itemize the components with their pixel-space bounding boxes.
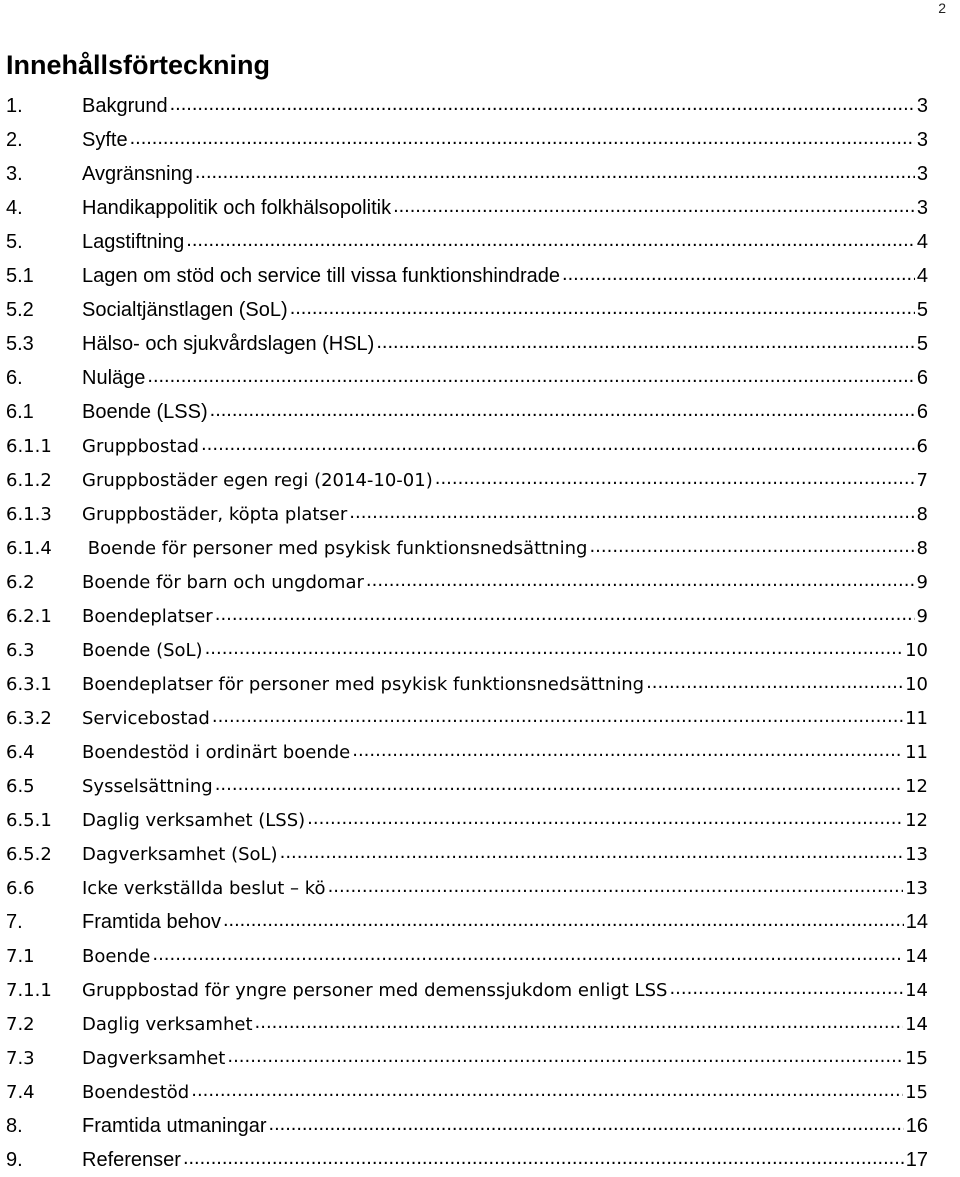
toc-entry[interactable]	[6, 735, 928, 769]
toc-entry[interactable]	[6, 191, 928, 225]
toc-entry-number: 7.1	[6, 945, 35, 967]
toc-entry-label[interactable]: Boendeplatser	[82, 605, 213, 627]
toc-dot-leader	[227, 1041, 903, 1075]
toc-entry-page[interactable]: 7	[916, 469, 928, 491]
toc-entry-number: 6.5.2	[6, 843, 52, 865]
toc-entry-label[interactable]: Lagen om stöd och service till vissa funktionshindrade	[82, 264, 561, 287]
toc-entry[interactable]	[6, 599, 928, 633]
toc-entry-number: 6.	[6, 366, 23, 389]
toc-entry[interactable]	[6, 803, 928, 837]
toc-entry-page[interactable]: 4	[916, 230, 928, 253]
toc-entry[interactable]	[6, 939, 928, 973]
toc-entry-page[interactable]: 6	[916, 366, 928, 389]
toc-dot-leader	[201, 429, 915, 463]
toc-entry-page[interactable]: 8	[916, 503, 928, 525]
toc-entry-label[interactable]: Boende för personer med psykisk funktionsnedsättning	[82, 537, 588, 559]
toc-entry[interactable]	[6, 327, 928, 361]
toc-entry-label[interactable]: Gruppbostad	[82, 435, 199, 457]
toc-entry-page[interactable]: 3	[916, 128, 928, 151]
toc-entry-label[interactable]: Gruppbostad för yngre personer med demenssjukdom enligt LSS	[82, 979, 668, 1001]
toc-entry-label[interactable]: Socialtjänstlagen (SoL)	[82, 298, 288, 321]
toc-entry-number: 6.1.2	[6, 469, 52, 491]
toc-entry-number: 4.	[6, 196, 23, 219]
toc-entry[interactable]	[6, 293, 928, 327]
toc-entry-number: 6.1.4	[6, 537, 52, 559]
toc-entry-page[interactable]: 14	[905, 979, 928, 1001]
toc-dot-leader	[307, 803, 903, 837]
toc-dot-leader	[589, 531, 914, 565]
toc-entry-page[interactable]: 14	[905, 1013, 928, 1035]
toc-entry-number: 6.1	[6, 400, 34, 423]
toc-entry-number: 7.4	[6, 1081, 35, 1103]
toc-entry[interactable]	[6, 667, 928, 701]
toc-entry-label[interactable]: Servicebostad	[82, 707, 210, 729]
toc-dot-leader	[215, 769, 903, 803]
toc-dot-leader	[223, 905, 904, 939]
toc-entry-page[interactable]: 6	[916, 400, 928, 423]
toc-entry[interactable]	[6, 871, 928, 905]
toc-entry-page[interactable]: 14	[905, 910, 928, 933]
toc-dot-leader	[669, 973, 903, 1007]
toc-dot-leader	[205, 633, 904, 667]
toc-entry[interactable]	[6, 633, 928, 667]
toc-dot-leader	[210, 395, 915, 429]
toc-entry-label[interactable]: Gruppbostäder, köpta platser	[82, 503, 348, 525]
toc-entry[interactable]	[6, 89, 928, 123]
toc-entry-number: 5.2	[6, 298, 34, 321]
toc-entry-page[interactable]: 17	[905, 1148, 928, 1171]
page-number: 2	[938, 0, 946, 16]
toc-dot-leader	[191, 1075, 903, 1109]
toc-entry-label[interactable]: Framtida utmaningar	[82, 1114, 267, 1137]
toc-entry-label[interactable]: Sysselsättning	[82, 775, 213, 797]
toc-dot-leader	[130, 123, 915, 157]
toc-entry[interactable]	[6, 701, 928, 735]
toc-entry[interactable]	[6, 565, 928, 599]
toc-entry-page[interactable]: 5	[916, 332, 928, 355]
toc-entry-number: 6.1.1	[6, 435, 52, 457]
toc-entry[interactable]	[6, 259, 928, 293]
toc-entry-number: 3.	[6, 162, 23, 185]
toc-entry-page[interactable]: 4	[916, 264, 928, 287]
toc-dot-leader	[255, 1007, 904, 1041]
toc-entry-label[interactable]: Dagverksamhet (SoL)	[82, 843, 278, 865]
toc-dot-leader	[352, 735, 903, 769]
toc-dot-leader	[376, 327, 915, 361]
toc-entry[interactable]	[6, 531, 928, 565]
toc-entry-number: 6.6	[6, 877, 35, 899]
toc-entry-label[interactable]: Boendestöd i ordinärt boende	[82, 741, 351, 763]
toc-entry[interactable]	[6, 395, 928, 429]
toc-entry[interactable]	[6, 1109, 928, 1143]
toc-entry-label[interactable]: Syfte	[82, 128, 128, 151]
toc-entry-page[interactable]: 8	[916, 537, 928, 559]
toc-dot-leader	[212, 701, 903, 735]
toc-entry-label[interactable]: Boende (SoL)	[82, 639, 203, 661]
toc-entry-label[interactable]: Boende för barn och ungdomar	[82, 571, 364, 593]
toc-dot-leader	[290, 293, 915, 327]
toc-entry[interactable]	[6, 463, 928, 497]
toc-entry-label[interactable]: Boende	[82, 945, 151, 967]
toc-dot-leader	[170, 89, 915, 123]
toc-entry-label[interactable]: Boende (LSS)	[82, 400, 208, 423]
toc-entry[interactable]	[6, 497, 928, 531]
toc-entry-page[interactable]: 13	[905, 877, 928, 899]
toc-entry-number: 7.1.1	[6, 979, 52, 1001]
toc-entry[interactable]	[6, 973, 928, 1007]
toc-entry-label[interactable]: Lagstiftning	[82, 230, 185, 253]
toc-list	[6, 89, 928, 1177]
toc-entry[interactable]	[6, 429, 928, 463]
toc-entry-label[interactable]: Boendestöd	[82, 1081, 190, 1103]
toc-entry-label[interactable]: Bakgrund	[82, 94, 168, 117]
toc-dot-leader	[393, 191, 915, 225]
toc-entry-page[interactable]: 15	[905, 1081, 928, 1103]
toc-entry[interactable]	[6, 1075, 928, 1109]
toc-entry-page[interactable]: 11	[905, 741, 928, 763]
toc-dot-leader	[269, 1109, 904, 1143]
toc-entry[interactable]	[6, 1041, 928, 1075]
toc-entry-label[interactable]: Boendeplatser för personer med psykisk funktionsnedsättning	[82, 673, 645, 695]
toc-entry[interactable]	[6, 769, 928, 803]
toc-entry[interactable]	[6, 157, 928, 191]
toc-entry-page[interactable]: 12	[905, 809, 928, 831]
toc-entry-number: 6.3.2	[6, 707, 52, 729]
toc-entry-page[interactable]: 13	[905, 843, 928, 865]
toc-entry-label[interactable]: Daglig verksamhet (LSS)	[82, 809, 306, 831]
toc-entry-number: 2.	[6, 128, 23, 151]
toc-entry-number: 7.3	[6, 1047, 35, 1069]
toc-entry[interactable]	[6, 225, 928, 259]
toc-entry[interactable]	[6, 1143, 928, 1177]
toc-entry-page[interactable]: 3	[916, 196, 928, 219]
toc-entry[interactable]	[6, 123, 928, 157]
toc-entry-label[interactable]: Daglig verksamhet	[82, 1013, 253, 1035]
toc-entry-page[interactable]: 10	[905, 673, 928, 695]
toc-dot-leader	[646, 667, 903, 701]
toc-entry[interactable]	[6, 361, 928, 395]
toc-entry-page[interactable]: 11	[905, 707, 928, 729]
toc-entry[interactable]	[6, 905, 928, 939]
toc-entry-label[interactable]: Nuläge	[82, 366, 146, 389]
toc-dot-leader	[280, 837, 904, 871]
toc-entry-page[interactable]: 12	[905, 775, 928, 797]
toc-dot-leader	[186, 225, 915, 259]
toc-entry-label[interactable]: Dagverksamhet	[82, 1047, 226, 1069]
toc-entry-number: 6.5	[6, 775, 35, 797]
toc-dot-leader	[152, 939, 903, 973]
toc-entry-page[interactable]: 16	[905, 1114, 928, 1137]
toc-entry-number: 6.1.3	[6, 503, 52, 525]
toc-entry-label[interactable]: Icke verkställda beslut – kö	[82, 877, 326, 899]
toc-entry-number: 6.2.1	[6, 605, 52, 627]
toc-dot-leader	[328, 871, 904, 905]
toc-entry-label[interactable]: Referenser	[82, 1148, 181, 1171]
toc-entry-label[interactable]: Avgränsning	[82, 162, 193, 185]
toc-entry-number: 1.	[6, 94, 23, 117]
toc-entry-number: 9.	[6, 1148, 23, 1171]
toc-entry-number: 5.1	[6, 264, 34, 287]
toc-entry-page[interactable]: 15	[905, 1047, 928, 1069]
toc-entry-page[interactable]: 10	[905, 639, 928, 661]
toc-dot-leader	[183, 1143, 904, 1177]
toc-entry-label[interactable]: Handikappolitik och folkhälsopolitik	[82, 196, 392, 219]
toc-entry-number: 8.	[6, 1114, 23, 1137]
toc-dot-leader	[195, 157, 915, 191]
toc-entry-label[interactable]: Hälso- och sjukvårdslagen (HSL)	[82, 332, 375, 355]
toc-title: Innehållsförteckning	[6, 50, 271, 80]
toc-dot-leader	[562, 259, 915, 293]
toc-entry-page[interactable]: 3	[916, 162, 928, 185]
toc-entry-page[interactable]: 14	[905, 945, 928, 967]
toc-entry-page[interactable]: 5	[916, 298, 928, 321]
toc-entry-number: 6.3	[6, 639, 35, 661]
toc-entry-number: 6.3.1	[6, 673, 52, 695]
toc-entry-page[interactable]: 9	[916, 605, 928, 627]
toc-dot-leader	[435, 463, 915, 497]
toc-entry-number: 5.3	[6, 332, 34, 355]
toc-entry-number: 5.	[6, 230, 23, 253]
toc-entry-page[interactable]: 9	[916, 571, 928, 593]
toc-entry-page[interactable]: 6	[916, 435, 928, 457]
toc-dot-leader	[366, 565, 915, 599]
toc-entry[interactable]	[6, 837, 928, 871]
toc-dot-leader	[349, 497, 914, 531]
toc-entry-number: 6.5.1	[6, 809, 52, 831]
toc-entry-number: 7.	[6, 910, 23, 933]
toc-entry-page[interactable]: 3	[916, 94, 928, 117]
toc-entry[interactable]	[6, 1007, 928, 1041]
toc-entry-label[interactable]: Framtida behov	[82, 910, 221, 933]
toc-dot-leader	[147, 361, 914, 395]
toc-entry-label[interactable]: Gruppbostäder egen regi (2014-10-01)	[82, 469, 433, 491]
toc-entry-number: 6.2	[6, 571, 35, 593]
toc-entry-number: 7.2	[6, 1013, 35, 1035]
toc-entry-number: 6.4	[6, 741, 35, 763]
toc-dot-leader	[215, 599, 915, 633]
